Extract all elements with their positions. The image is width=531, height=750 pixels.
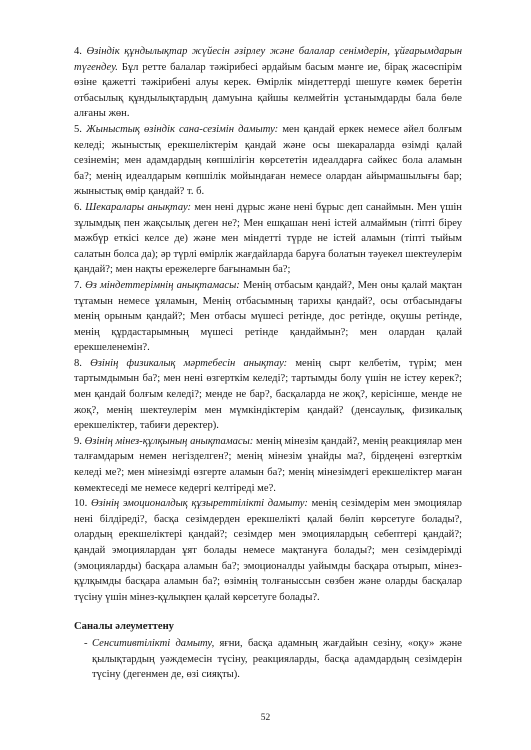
item-text: Бұл ретте балалар тәжірибесі әрдайым басым мәнге ие, бірақ жасөспірім өзіне қажетті тәжірибені алуы керек. Өмірлік міндеттерді шешуге көмек беретін отбасылық құндылықтардың дамуына қайшы келмейтін ұстанымдарды бала бөле алғаны жөн. [74,61,462,120]
item-number: 8. [74,357,82,369]
bullet-body: яғни, басқа адамның жағдайын сезіну, «оқу» және қылықтардың уәждемесін түсіну, реакцияларды, басқа адамдардың сезімдерін түсіну (дегенмен де, өзі сияқты). [92,637,462,681]
item-number: 4. [74,46,82,57]
item-4 [74,44,462,122]
page-body [74,44,462,683]
bullet-dash: - [84,637,88,649]
item-text: мен нені дұрыс және нені бұрыс деп санаймын. Мен үшін зұлымдық пен жақсылық деген не?; Мен ешқашан нені істей алмаймын (тіпті біреу мәжбүр еткісі келсе де) және мен міндетті түрде не істей аламын (тіпті тыйым салатын болса да); әр түрлі өмірлік жағдайларда баруға болатын тәуекел шектеулерім қандай?; мен нақты ережелерге бағынамын ба?; [74,201,462,276]
section-title: Саналы әлеуметтену [74,621,174,633]
item-number: 9. [74,435,82,447]
bullet-heading: Сенситивтілікті дамыту, [92,637,215,649]
item-text: менің сырт келбетім, түрім; мен тартымдымын ба?; мен нені өзгерткім келеді?; тартымды болу үшін не істеу керек?; мен қандай болғым келеді?; менде не бар?, басқаларда не жоқ?, керісінше, менде не жоқ?, менің шектеулерім мен мүмкіндіктерім қандай? (денсаулық, физикалық ерекшеліктер, табиғи деректер). [74,357,462,432]
item-heading: Шекаралары анықтау: [85,201,192,213]
item-number: 5. [74,123,82,135]
bullet-text [92,636,462,683]
item-5 [74,122,462,200]
item-7 [74,278,462,356]
item-6 [74,200,462,278]
item-9 [74,434,462,496]
item-text: менің сезімдерім мен эмоциялар нені білдіреді?, басқа сезімдерден ерекшелікті қалай бөліп көрсетуге болады?, олардың ерекшеліктері қандай?; сезімдер мен эмоциялардың себептері қандай?; қандай эмоциялардан ұят болады немесе мақтануға болады?; мен сезімдерімді (эмоцияларды) басқара аламын ба?; эмоционалды уайымды басқара отырып, мінез-құлқымды басқара аламын ба?; өзімнің толғаныссын сөзбен және оларды басқалар түсіну үшін мінез-құлықпен қалай көрсетуге болады?. [74,498,462,603]
item-text: Менің отбасым қандай?, Мен оны қалай мақтан тұтамын немесе ұяламын, Менің отбасымның тарихы қандай?, осы отбасындағы менің орыным қандай?; Мен отбасы мүшесі ретінде, дос ретінде, оқушы ретінде, менің құрдастарымның мүшесі ретінде қандаймын?; мен олардан қалай ерекшеленемін?. [74,279,463,354]
item-heading: Өз міндеттерімнің анықтамасы: [85,279,240,291]
item-number: 10. [74,498,88,510]
item-8 [74,356,462,434]
bullet-item [84,636,462,683]
item-heading: Өзінің эмоционалдық құзыреттілікті дамыту: [90,498,308,510]
item-text: мен қандай еркек немесе әйел болғым келеді; жыныстық ерекшеліктерім қандай және осы шекараларда өзімді қалай сезінемін; мен адамдардың көпшілігін көрсететін идеалдарға сәйкес бола аламын ба?; менің идеалдарым көпшілік мойындаған немесе олардан айырмашылығы бар; жыныстық өмір қандай? т. б. [74,123,463,198]
item-heading: Өзінің мінез-құлқының анықтамасы: [84,435,254,447]
item-10 [74,496,462,605]
item-number: 6. [74,201,82,213]
item-heading: Өзінің физикалық мәртебесін анықтау: [90,357,288,369]
item-text: менің мінезім қандай?, менің реакциялар мен талғамдарым немен негізделген?; менің мінезім ұнайды ма?, бірдеңені өзгерткім келеді ме?; мен мінезімді өзгерте аламын ба?; менің мінезімдегі ерекшеліктер маған көмектеседі ме немесе кедергі келтіреді ме?. [74,435,462,494]
page-number: 52 [260,713,271,723]
item-number: 7. [74,279,82,291]
item-heading: Өзіндік құндылықтар жүйесін әзірлеу және балалар сенімдерін, ұйғарымдарын түгендеу. [74,46,462,73]
item-heading: Жыныстық өзіндік сана-сезімін дамыту: [86,123,279,135]
